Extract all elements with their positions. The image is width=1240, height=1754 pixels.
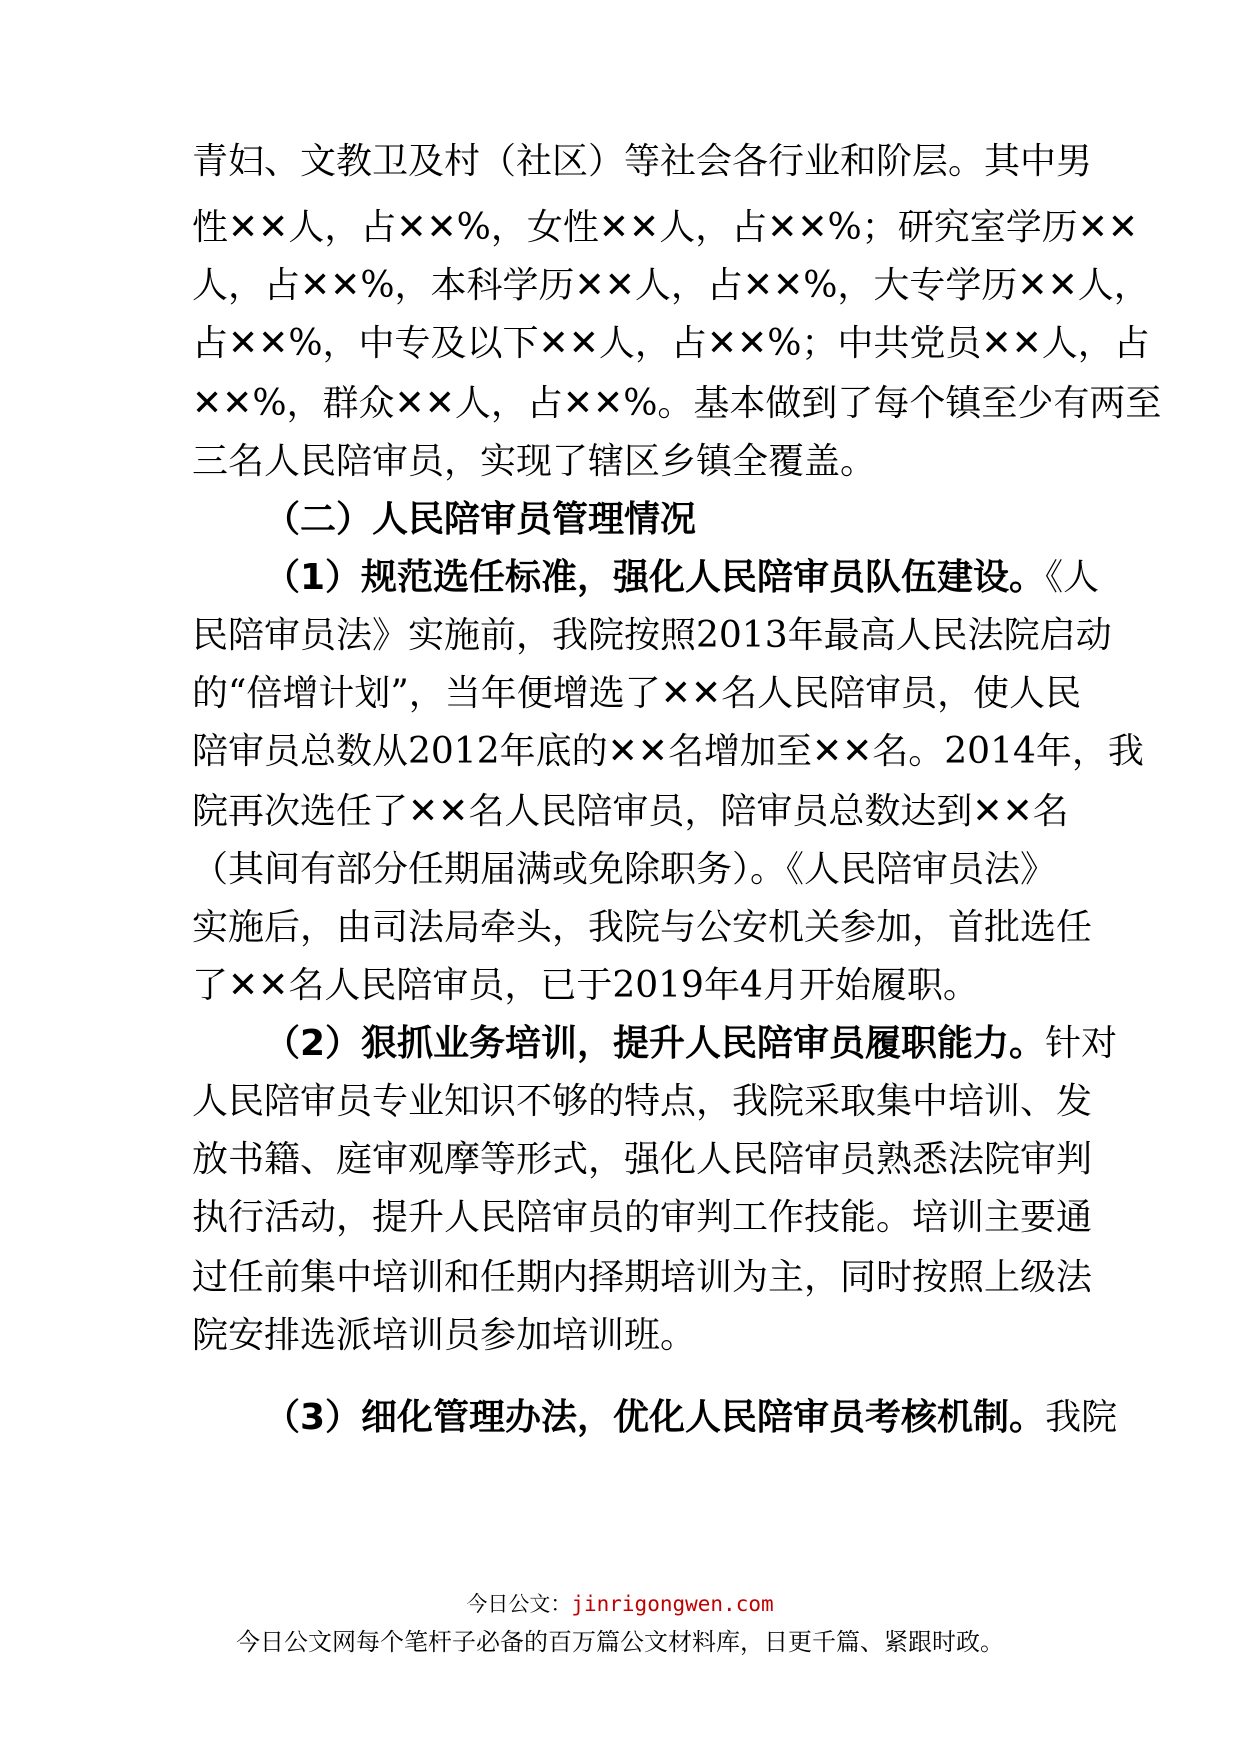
item-1-first-line xyxy=(264,556,1100,600)
body-text-line: 了✕✕名人民陪审员，已于2019年4月开始履职。 xyxy=(192,965,979,1006)
body-text-line: 过任前集中培训和任期内择期培训为主，同时按照上级法 xyxy=(192,1257,1093,1298)
body-text-line: 的“倍增计划”，当年便增选了✕✕名人民陪审员，使人民 xyxy=(192,673,1082,714)
section-heading: （二）人民陪审员管理情况 xyxy=(264,499,697,540)
item-2-first-line-rest: 针对 xyxy=(1045,1023,1118,1064)
footer-url-link[interactable]: jinrigongwen.com xyxy=(571,1592,774,1616)
item-2-bold-lead: （2）狠抓业务培训，提升人民陪审员履职能力。 xyxy=(264,1023,1046,1064)
body-text-line: 青妇、文教卫及村（社区）等社会各行业和阶层。其中男 xyxy=(192,141,1093,182)
body-text-line: 放书籍、庭审观摩等形式，强化人民陪审员熟悉法院审判 xyxy=(192,1139,1093,1180)
body-text-line: 人，占✕✕%，本科学历✕✕人，占✕✕%，大专学历✕✕人， xyxy=(192,265,1150,306)
footer-source xyxy=(0,1588,1240,1618)
body-text-line: 人民陪审员专业知识不够的特点，我院采取集中培训、发 xyxy=(192,1081,1093,1122)
body-text-line: 性✕✕人，占✕✕%，女性✕✕人，占✕✕%；研究室学历✕✕ xyxy=(192,207,1139,248)
body-text-line: 占✕✕%，中专及以下✕✕人，占✕✕%；中共党员✕✕人，占 xyxy=(192,323,1150,364)
footer-label: 今日公文： xyxy=(466,1592,572,1616)
body-text-line: 执行活动，提升人民陪审员的审判工作技能。培训主要通 xyxy=(192,1197,1093,1238)
item-2-first-line xyxy=(264,1022,1118,1066)
body-text-line: 院再次选任了✕✕名人民陪审员，陪审员总数达到✕✕名 xyxy=(192,791,1069,832)
item-3-first-line-rest: 我院 xyxy=(1045,1397,1118,1438)
body-text-line: （其间有部分任期届满或免除职务）。《人民陪审员法》 xyxy=(192,849,1057,890)
body-text-line: 实施后，由司法局牵头，我院与公安机关参加，首批选任 xyxy=(192,907,1093,948)
footer-tagline: 今日公文网每个笔杆子必备的百万篇公文材料库，日更千篇、紧跟时政。 xyxy=(236,1628,1004,1656)
item-1-first-line-rest: 《人 xyxy=(1045,557,1100,598)
body-text-line: 民陪审员法》实施前，我院按照2013年最高人民法院启动 xyxy=(192,615,1112,656)
item-3-first-line xyxy=(264,1396,1118,1440)
item-1-bold-lead: （1）规范选任标准，强化人民陪审员队伍建设。 xyxy=(264,557,1046,598)
body-text-line: ✕✕%，群众✕✕人，占✕✕%。基本做到了每个镇至少有两至 xyxy=(192,383,1162,424)
body-text-line: 院安排选派培训员参加培训班。 xyxy=(192,1315,697,1356)
body-text-line: 三名人民陪审员，实现了辖区乡镇全覆盖。 xyxy=(192,441,877,482)
item-3-bold-lead: （3）细化管理办法，优化人民陪审员考核机制。 xyxy=(264,1397,1046,1438)
body-text-line: 陪审员总数从2012年底的✕✕名增加至✕✕名。2014年，我 xyxy=(192,731,1144,772)
